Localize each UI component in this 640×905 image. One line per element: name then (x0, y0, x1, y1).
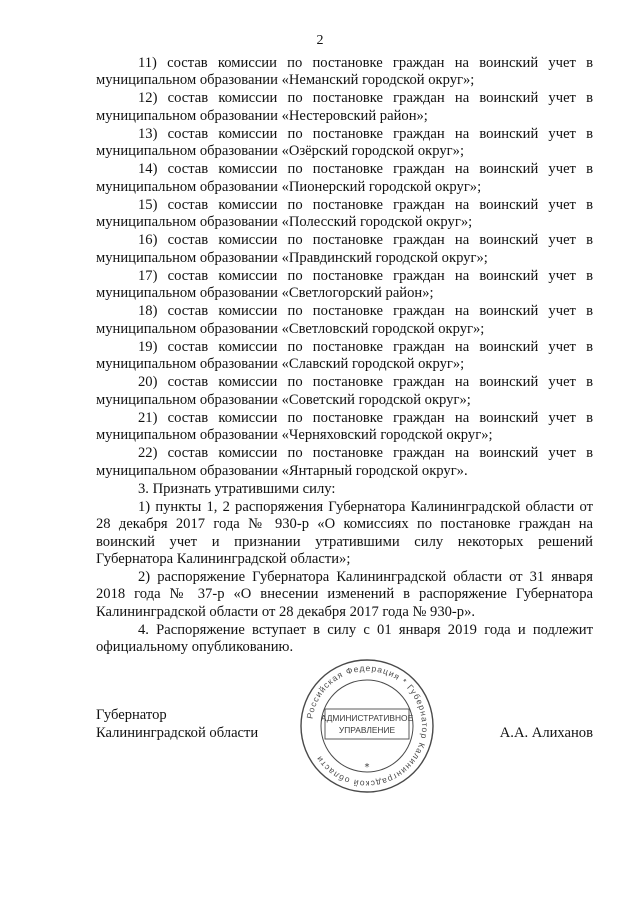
paragraph-item-19: 19) состав комиссии по постановке граждан на воинский учет в муниципальном образовании «Славский городской округ»; (96, 338, 593, 373)
page-number: 2 (316, 33, 324, 48)
seal-center-line-2: УПРАВЛЕНИЕ (338, 725, 396, 735)
document-body (96, 55, 593, 657)
paragraph-item-11: 11) состав комиссии по постановке граждан на воинский учет в муниципальном образовании «Неманский городской округ»; (96, 55, 593, 89)
paragraph-item-12: 12) состав комиссии по постановке граждан на воинский учет в муниципальном образовании «Нестеровский район»; (96, 90, 593, 124)
paragraph-item-16: 16) состав комиссии по постановке граждан на воинский учет в муниципальном образовании «Правдинский городской округ»; (96, 232, 593, 266)
paragraph-point-3-sub-1: 1) пункты 1, 2 распоряжения Губернатора Калининградской области от 28 декабря 2017 года № 930-р «О комиссиях по постановке граждан на воинский учет и признании утратившими силу некоторых решений Губернатора Калининградской области»; (96, 499, 593, 567)
paragraph-item-22: 22) состав комиссии по постановке граждан на воинский учет в муниципальном образовании «Янтарный городской округ». (96, 445, 593, 479)
signature-block (96, 707, 593, 747)
paragraph-point-4: 4. Распоряжение вступает в силу с 01 января 2019 года и подлежит официальному опубликованию. (96, 621, 593, 656)
signatory-region: Калининградской области (96, 725, 259, 741)
paragraph-item-14: 14) состав комиссии по постановке граждан на воинский учет в муниципальном образовании «Пионерский городской округ»; (96, 161, 593, 195)
paragraph-item-20: 20) состав комиссии по постановке граждан на воинский учет в муниципальном образовании «Советский городской округ»; (96, 374, 593, 408)
paragraph-item-17: 17) состав комиссии по постановке граждан на воинский учет в муниципальном образовании «Светлогорский район»; (96, 267, 593, 302)
paragraph-point-3: 3. Признать утратившими силу: (138, 480, 336, 497)
signatory-name: А.А. Алиханов (499, 725, 593, 741)
seal-ring-text-path: Российская Федерация * Губернатор Калининградской области (304, 662, 431, 790)
signatory-title: Губернатор (96, 707, 167, 723)
paragraph-point-3-sub-2: 2) распоряжение Губернатора Калининградской области от 31 января 2018 года № 37-р «О внесении изменений в распоряжение Губернатора Калининградской области от 28 декабря 2017 года № 930-р». (96, 569, 593, 620)
paragraph-item-21: 21) состав комиссии по постановке граждан на воинский учет в муниципальном образовании «Черняховский городской округ»; (96, 409, 593, 444)
paragraph-item-18: 18) состав комиссии по постановке граждан на воинский учет в муниципальном образовании «Светловский городской округ»; (96, 303, 593, 337)
seal-star-icon: * (364, 762, 370, 773)
paragraph-item-15: 15) состав комиссии по постановке граждан на воинский учет в муниципальном образовании «Полесский городской округ»; (96, 196, 593, 231)
paragraph-item-13: 13) состав комиссии по постановке граждан на воинский учет в муниципальном образовании «Озёрский городской округ»; (96, 125, 593, 160)
seal-center-line-1: АДМИНИСТРАТИВНОЕ (320, 713, 414, 723)
